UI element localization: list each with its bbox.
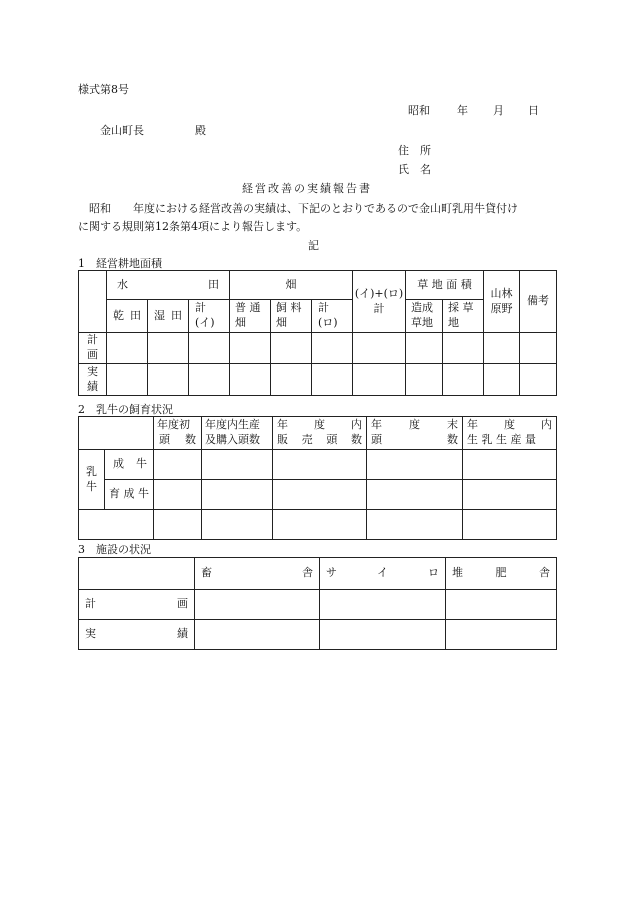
cell[interactable] xyxy=(320,620,446,650)
cell[interactable] xyxy=(446,590,557,620)
name-label: 氏 名 xyxy=(398,163,431,176)
cell[interactable] xyxy=(463,450,557,480)
cell[interactable] xyxy=(520,364,557,396)
cattle-table xyxy=(78,416,557,540)
barn-header: 畜 舎 xyxy=(195,558,320,590)
cell[interactable] xyxy=(154,450,202,480)
facility-actual-label: 実 績 xyxy=(79,620,195,650)
addressee-suffix: 殿 xyxy=(195,124,206,137)
date-month: 月 xyxy=(493,104,504,117)
dry-paddy-header: 乾 田 xyxy=(107,300,148,333)
forest-header: 山林 原野 xyxy=(484,271,520,333)
made-grass-header: 造成 草地 xyxy=(406,300,443,333)
cell[interactable] xyxy=(202,450,273,480)
cell[interactable] xyxy=(443,333,484,364)
addressee: 金山町長 xyxy=(100,124,144,137)
cell[interactable] xyxy=(189,333,230,364)
date-year: 年 xyxy=(457,104,468,117)
cell[interactable] xyxy=(271,333,312,364)
cell[interactable] xyxy=(79,510,154,540)
cell[interactable] xyxy=(406,364,443,396)
cell[interactable] xyxy=(446,620,557,650)
young-cow-label: 育 成 牛 xyxy=(105,480,154,510)
date-day: 日 xyxy=(528,104,539,117)
cell[interactable] xyxy=(273,510,367,540)
col-sold-count: 年 度 内 販 売 頭 数 xyxy=(273,417,367,450)
col-milk-production: 年 度 内 生 乳 生 産 量 xyxy=(463,417,557,450)
adult-cow-label: 成 牛 xyxy=(105,450,154,480)
field-header: 畑 xyxy=(230,271,353,300)
cell[interactable] xyxy=(271,364,312,396)
cattle-corner-cell xyxy=(79,417,154,450)
row-plan-label: 計 画 xyxy=(79,333,107,364)
facility-table xyxy=(78,557,557,650)
section3-heading: 3 施設の状況 xyxy=(78,543,151,556)
cell[interactable] xyxy=(195,590,320,620)
cell[interactable] xyxy=(312,333,353,364)
cell[interactable] xyxy=(273,480,367,510)
paddy-subtotal-header: 計 (イ) xyxy=(189,300,230,333)
facility-plan-label: 計 画 xyxy=(79,590,195,620)
paddy-header: 水 田 xyxy=(107,271,230,300)
cut-grass-header: 採 草 地 xyxy=(443,300,484,333)
cell[interactable] xyxy=(320,590,446,620)
cell[interactable] xyxy=(353,364,406,396)
grassland-header: 草 地 面 積 xyxy=(406,271,484,300)
cell[interactable] xyxy=(148,333,189,364)
cell[interactable] xyxy=(195,620,320,650)
col-produced-purchased: 年度内生産 及購入頭数 xyxy=(202,417,273,450)
cell[interactable] xyxy=(154,510,202,540)
land-area-table xyxy=(78,270,557,396)
cell[interactable] xyxy=(484,333,520,364)
document-title: 経営改善の実績報告書 xyxy=(242,182,372,195)
feed-field-header: 飼 料 畑 xyxy=(271,300,312,333)
dairy-cow-label: 乳 牛 xyxy=(79,450,105,510)
cell[interactable] xyxy=(189,364,230,396)
land-corner-cell xyxy=(79,271,107,333)
address-label: 住 所 xyxy=(398,144,431,157)
cell[interactable] xyxy=(484,364,520,396)
cell[interactable] xyxy=(367,480,463,510)
facility-corner-cell xyxy=(79,558,195,590)
cell[interactable] xyxy=(202,480,273,510)
cell[interactable] xyxy=(463,480,557,510)
cell[interactable] xyxy=(107,364,148,396)
body-line-2: に関する規則第12条第4項により報告します。 xyxy=(78,220,308,233)
total-header: (イ)+(ロ) 計 xyxy=(353,271,406,333)
ki-label: 記 xyxy=(308,239,319,252)
cell[interactable] xyxy=(154,480,202,510)
col-end-count: 年 度 末 頭 数 xyxy=(367,417,463,450)
cell[interactable] xyxy=(463,510,557,540)
field-subtotal-header: 計 (ロ) xyxy=(312,300,353,333)
section2-heading: 2 乳牛の飼育状況 xyxy=(78,403,173,416)
date-era: 昭和 xyxy=(408,104,430,117)
cell[interactable] xyxy=(367,510,463,540)
cell[interactable] xyxy=(202,510,273,540)
silo-header: サ イ ロ xyxy=(320,558,446,590)
section1-heading: 1 経営耕地面積 xyxy=(78,257,162,270)
cell[interactable] xyxy=(520,333,557,364)
cell[interactable] xyxy=(406,333,443,364)
body-line-1: 昭和 年度における経営改善の実績は、下記のとおりであるので金山町乳用牛貸付け xyxy=(78,202,518,215)
cell[interactable] xyxy=(148,364,189,396)
cell[interactable] xyxy=(107,333,148,364)
normal-field-header: 普 通 畑 xyxy=(230,300,271,333)
wet-paddy-header: 湿 田 xyxy=(148,300,189,333)
col-initial-count: 年度初 頭 数 xyxy=(154,417,202,450)
remarks-header: 備考 xyxy=(520,271,557,333)
cell[interactable] xyxy=(312,364,353,396)
cell[interactable] xyxy=(230,364,271,396)
cell[interactable] xyxy=(273,450,367,480)
manure-shed-header: 堆 肥 舎 xyxy=(446,558,557,590)
cell[interactable] xyxy=(230,333,271,364)
form-number: 様式第8号 xyxy=(78,83,129,96)
cell[interactable] xyxy=(367,450,463,480)
row-actual-label: 実 績 xyxy=(79,364,107,396)
cell[interactable] xyxy=(353,333,406,364)
cell[interactable] xyxy=(443,364,484,396)
